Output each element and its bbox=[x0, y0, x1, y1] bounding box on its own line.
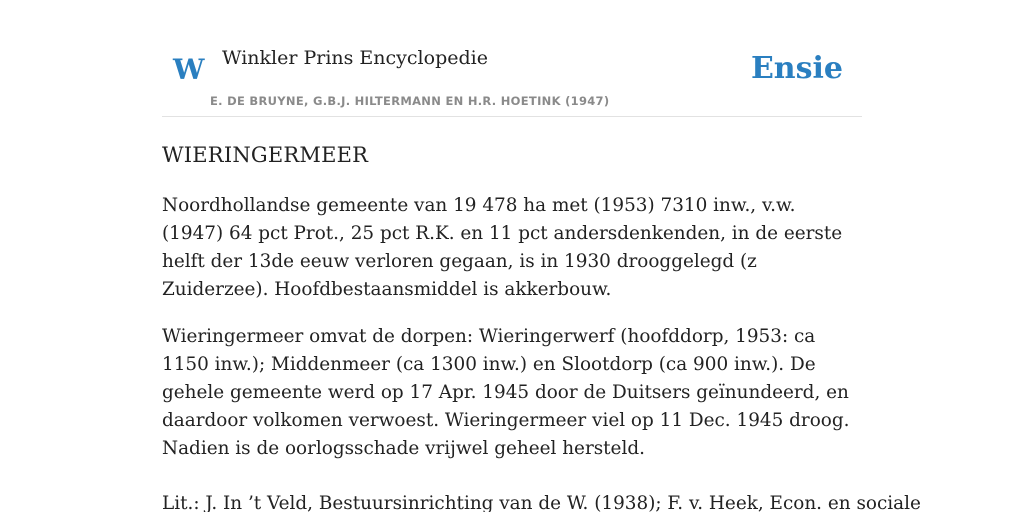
article-headword: WIERINGERMEER bbox=[162, 143, 369, 167]
authors-line: E. DE BRUYNE, G.B.J. HILTERMANN EN H.R. HOETINK (1947) bbox=[210, 94, 610, 108]
article-paragraph-2: Wieringermeer omvat de dorpen: Wieringerwerf (hoofddorp, 1953: ca 1150 inw.); Middenmeer (ca 1300 inw.) en Slootdorp (ca 900 inw.). De gehele gemeente werd op 17 Apr. 1945 door de Duitsers geïnundeerd, en daardoor volkomen verwoest. Wieringermeer viel op 11 Dec. 1945 droog. Nadien is de oorlogsschade vrijwel geheel hersteld. bbox=[162, 326, 850, 459]
winkler-prins-logo[interactable]: W bbox=[173, 53, 205, 86]
literature-paragraph: Lit.: J. In ’t Veld, Bestuursinrichting van de W. (1938); F. v. Heek, Econ. en sociale bbox=[162, 493, 921, 512]
ensie-logo[interactable]: Ensie bbox=[750, 51, 843, 86]
encyclopedia-title[interactable]: Winkler Prins Encyclopedie bbox=[222, 47, 488, 69]
article-header bbox=[162, 0, 862, 117]
article-page bbox=[162, 0, 921, 512]
article-paragraph-1: Noordhollandse gemeente van 19 478 ha met (1953) 7310 inw., v.w. (1947) 64 pct Prot., 25 pct R.K. en 11 pct andersdenkenden, in de eerste helft der 13de eeuw verloren gegaan, is in 1930 drooggelegd (z Zuiderzee). Hoofdbestaansmiddel is akkerbouw. bbox=[162, 195, 843, 300]
